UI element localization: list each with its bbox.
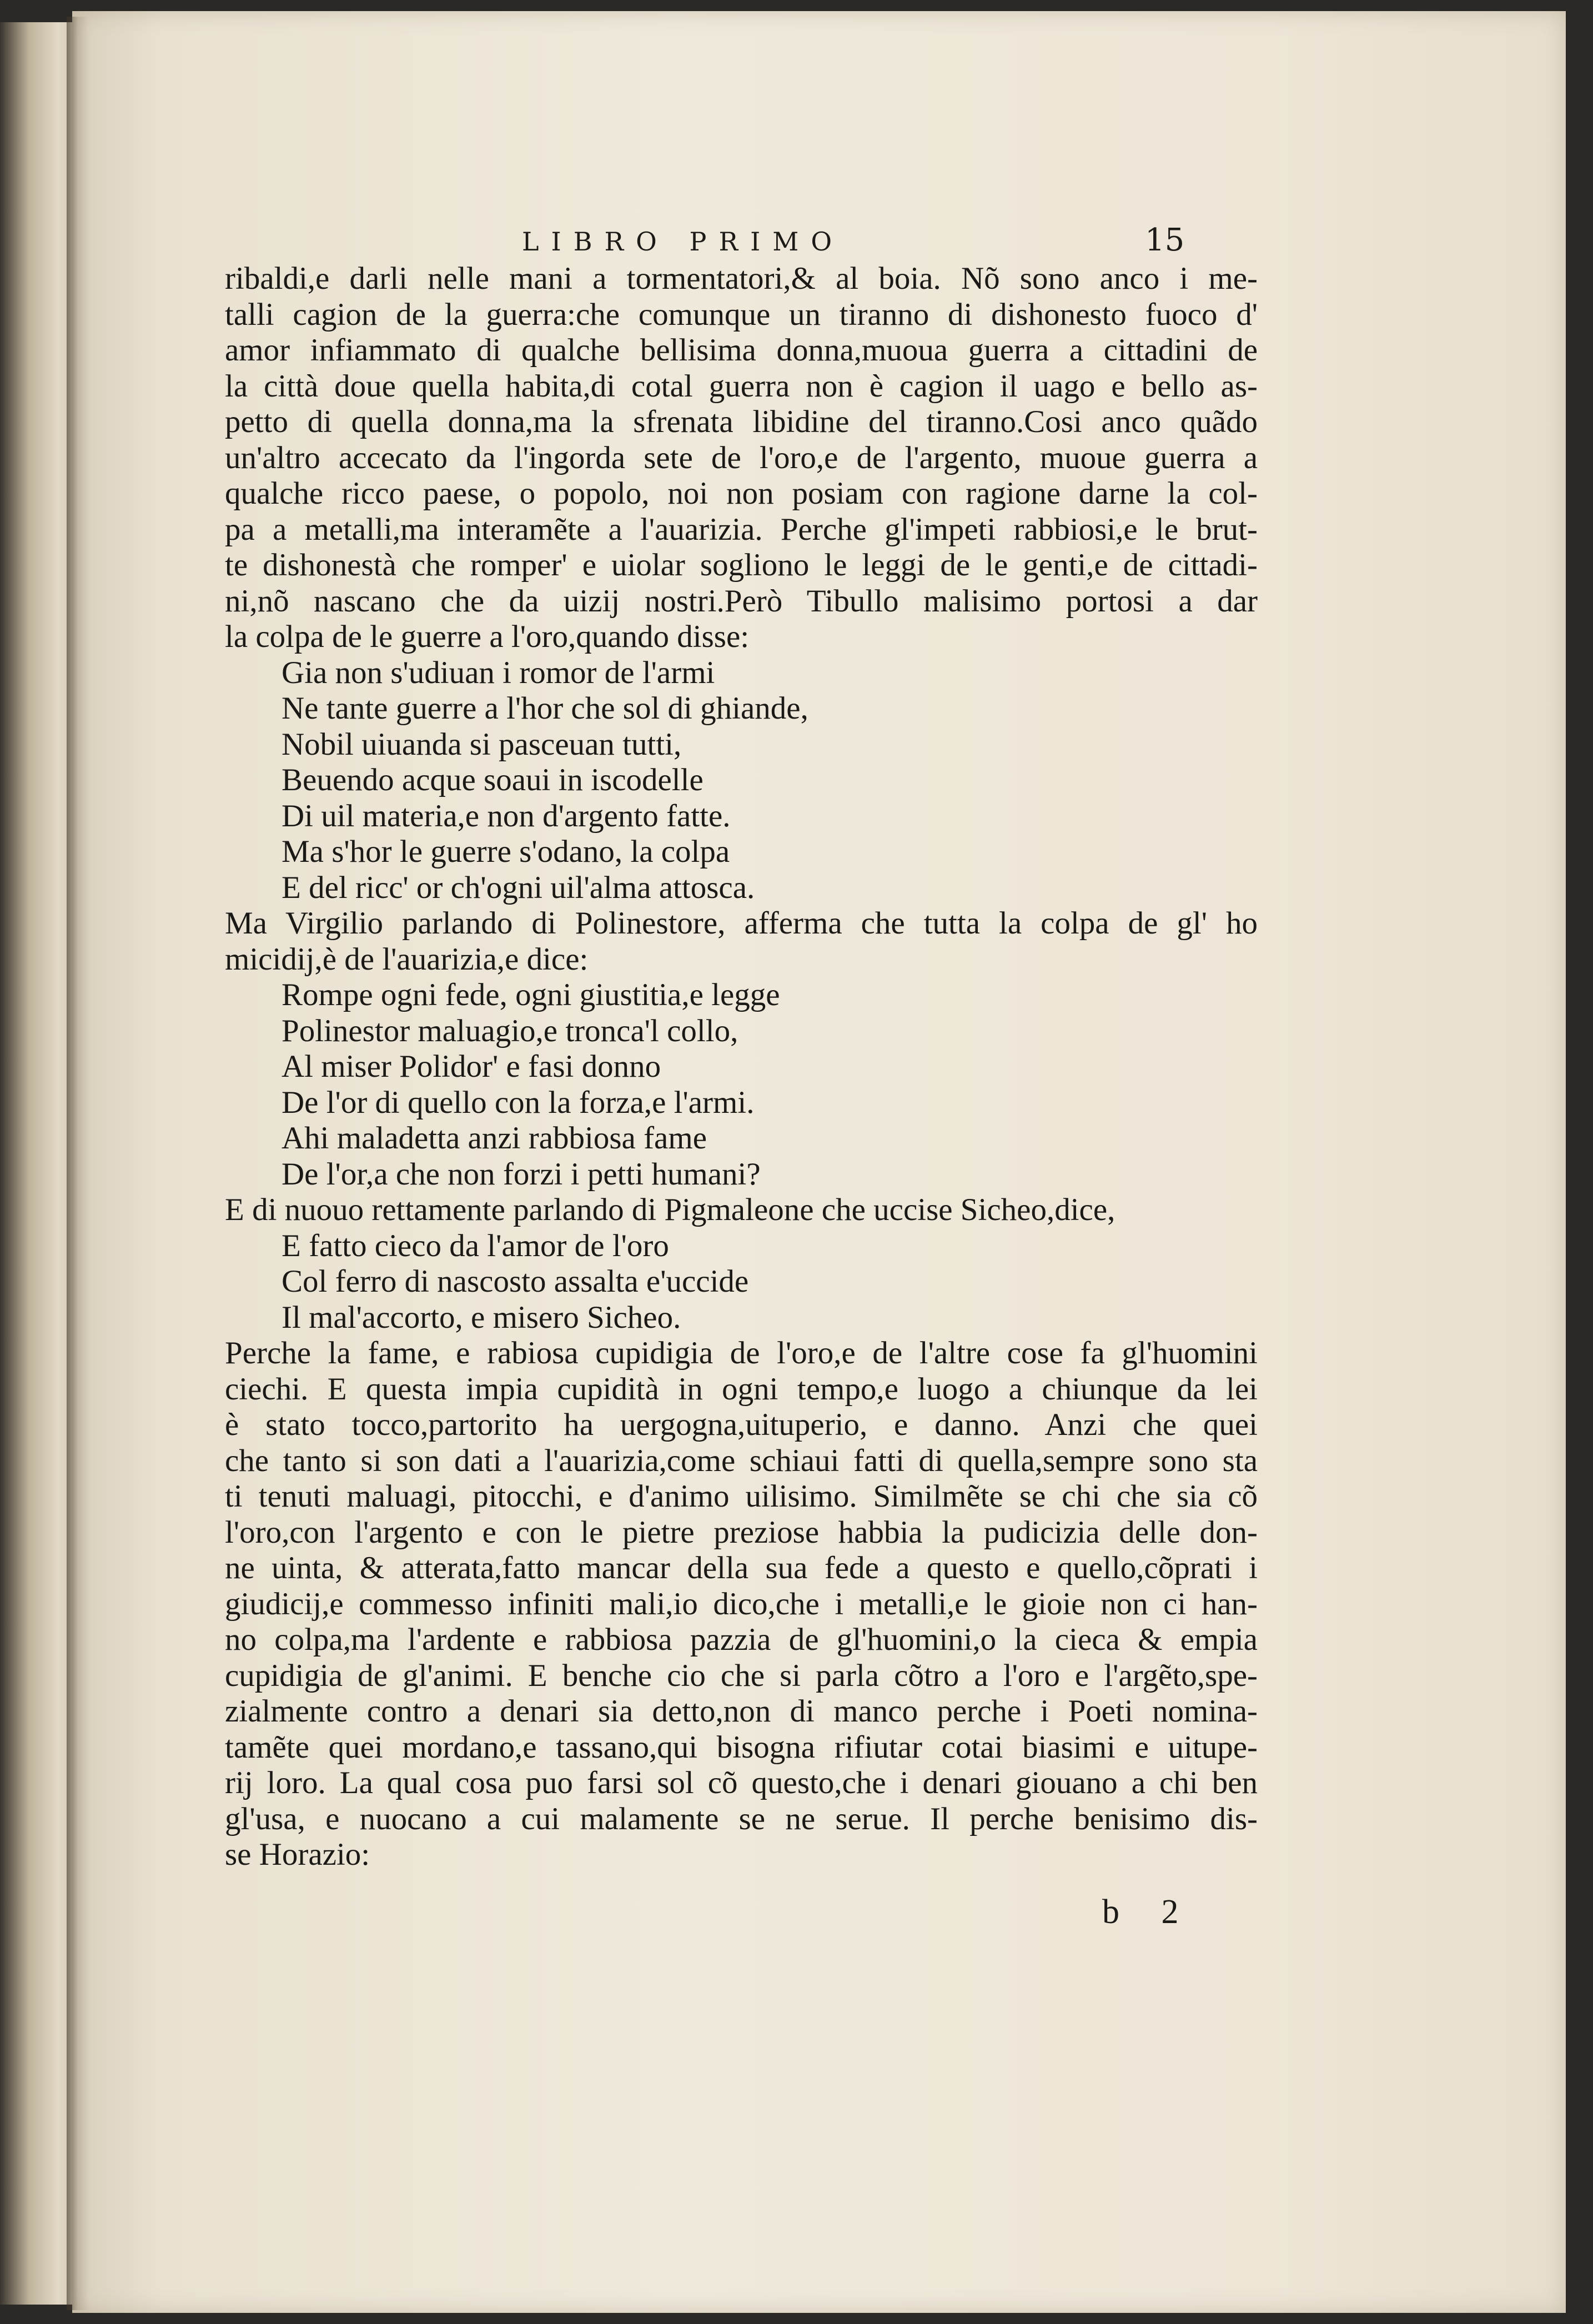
text-line: zialmente contro a denari sia detto,non di manco perche i Poeti nomina- [225,1694,1258,1729]
page-gutter-shadow [67,17,89,2310]
verse-line: Col ferro di nascosto assalta e'uccide [282,1264,749,1299]
verse-line: Ma s'hor le guerre s'odano, la colpa [282,834,730,869]
verse-line: Gia non s'udiuan i romor de l'armi [282,655,715,690]
text-line: un'altro accecato da l'ingorda sete de l'oro,e de l'argento, muoue guerra a [225,440,1258,475]
verse-line: Nobil uiuanda si pasceuan tutti, [282,726,682,762]
verse-line: Di uil materia,e non d'argento fatte. [282,798,731,834]
verse-line: Rompe ogni fede, ogni giustitia,e legge [282,977,780,1012]
verse-line: De l'or,a che non forzi i petti humani? [282,1156,761,1192]
page-number: 15 [1145,222,1185,258]
text-line: talli cagion de la guerra:che comunque un tiranno di dishonesto fuoco d' [225,297,1258,332]
running-head: LIBRO PRIMO [522,227,845,257]
verse-line: Ahi maladetta anzi rabbiosa fame [282,1121,707,1156]
verse-line: Il mal'accorto, e misero Sicheo. [282,1299,681,1335]
verse-line: Ne tante guerre a l'hor che sol di ghiande, [282,691,808,726]
text-line: tamẽte quei mordano,e tassano,qui bisogna rifiutar cotai biasimi e uitupe- [225,1729,1258,1765]
text-line: l'oro,con l'argento e con le pietre preziose habbia la pudicizia delle don- [225,1514,1258,1550]
text-line: Perche la fame, e rabiosa cupidigia de l'oro,e de l'altre cose fa gl'huomini [225,1336,1258,1371]
text-line: ribaldi,e darli nelle mani a tormentatori,& al boia. Nõ sono anco i me- [225,261,1258,296]
text-line: giudicij,e commesso infiniti mali,io dico,che i metalli,e le gioie non ci han- [225,1586,1258,1622]
verse-line: E fatto cieco da l'amor de l'oro [282,1228,669,1263]
text-line: cupidigia de gl'animi. E benche cio che si parla cõtro a l'oro e l'argẽto,spe- [225,1658,1258,1693]
text-line: la città doue quella habita,di cotal guerra non è cagion il uago e bello as- [225,368,1258,404]
text-line: rij loro. La qual cosa puo farsi sol cõ questo,che i denari giouano a chi ben [225,1765,1258,1800]
text-line: che tanto si son dati a l'auarizia,come schiaui fatti di quella,sempre sono sta [225,1443,1258,1478]
verse-quote-sicheo [225,1228,1258,1336]
text-line: micidij,è de l'auarizia,e dice: [225,941,589,977]
text-line: no colpa,ma l'ardente e rabbiosa pazzia de gl'huomini,o la cieca & empia [225,1622,1258,1657]
verse-line: De l'or di quello con la forza,e l'armi. [282,1085,755,1120]
book-page [72,11,1566,2313]
verse-line: Beuendo acque soaui in iscodelle [282,762,703,797]
text-line: petto di quella donna,ma la sfrenata libidine del tiranno.Cosi anco quãdo [225,404,1258,439]
prose-block-1 [225,261,1258,655]
text-line: qualche ricco paese, o popolo, noi non posiam con ragione darne la col- [225,476,1258,511]
main-text-block [225,261,1258,1873]
prose-block-4 [225,1336,1258,1873]
signature-mark: b 2 [1102,1893,1195,1931]
verse-line: Al miser Polidor' e fasi donno [282,1049,661,1084]
verse-quote-tibullo [225,655,1258,906]
text-line: E di nuouo rettamente parlando di Pigmaleone che uccise Sicheo,dice, [225,1192,1115,1227]
verse-line: Polinestor maluagio,e tronca'l collo, [282,1013,738,1048]
prose-block-2 [225,906,1258,977]
text-line: Ma Virgilio parlando di Polinestore, afferma che tutta la colpa de gl' ho [225,906,1258,941]
text-line: se Horazio: [225,1837,370,1872]
text-line: te dishonestà che romper' e uiolar sogliono le leggi de le genti,e de cittadi- [225,548,1258,583]
verse-line: E del ricc' or ch'ogni uil'alma attosca. [282,870,755,905]
text-line: la colpa de le guerre a l'oro,quando disse: [225,619,750,654]
text-line: gl'usa, e nuocano a cui malamente se ne serue. Il perche benisimo dis- [225,1801,1258,1836]
text-line: ni,nõ nascano che da uizij nostri.Però Tibullo malisimo portosi a dar [225,583,1258,619]
text-line: ciechi. E questa impia cupidità in ogni tempo,e luogo a chiunque da lei [225,1371,1258,1407]
prose-block-3 [225,1192,1258,1228]
text-line: è stato tocco,partorito ha uergogna,uituperio, e danno. Anzi che quei [225,1407,1258,1442]
text-line: amor infiammato di qualche bellisima donna,muoua guerra a cittadini de [225,333,1258,368]
text-line: ne uinta, & atterata,fatto mancar della sua fede a questo e quello,cõprati i [225,1550,1258,1585]
text-line: ti tenuti maluagi, pitocchi, e d'animo uilisimo. Similmẽte se chi che sia cõ [225,1479,1258,1514]
verse-quote-virgilio [225,977,1258,1192]
text-line: pa a metalli,ma interamẽte a l'auarizia. Perche gl'impeti rabbiosi,e le brut- [225,511,1258,547]
page-header [72,222,1566,260]
